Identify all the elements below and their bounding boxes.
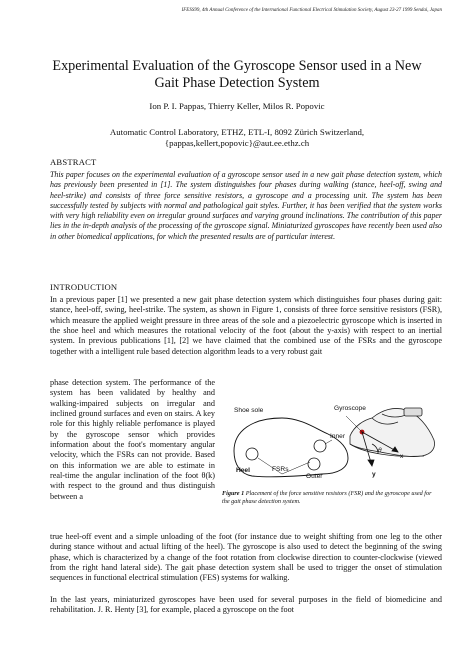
label-heel: Heel <box>236 467 250 474</box>
label-outer: Outer <box>306 473 323 480</box>
label-x-axis: x <box>400 453 404 460</box>
email-addresses: {pappas,kellert,popovic}@aut.ee.ethz.ch <box>164 138 310 148</box>
caption-text: Placement of the force sensitive resistors (FSR) and the gyroscope used for the gait phase detection system. <box>222 490 432 505</box>
intro-paragraph-1: In a previous paper [1] we presented a new gait phase detection system which distinguishes four phases during gait: stance, heel-off, swing, heel-strike. The system, as shown in Figure 1, consists of three force sensitive resistors (FSR), which measure the applied weight pressure in three areas of the sole and a piezoelectric gyroscope which is inserted in the shoe heel and which measures the rotational velocity of the foot (about the y-axis) with respect to an inertial system. In previous publications [1], [2] we have claimed that the combined use of the FSRs and the gyroscope together with a intelligent rule based detection algorithm leads to a very robust gait <box>50 295 442 356</box>
author-list: Ion P. I. Pappas, Thierry Keller, Milos R. Popovic <box>149 101 325 111</box>
conference-header: IFESS99, 4th Annual Conference of the International Functional Electrical Stimulation Society, August 23-27 1999 Sendai, Japan <box>181 8 442 13</box>
fsr-outer <box>308 458 320 470</box>
label-inner: Inner <box>330 433 346 440</box>
affiliation-block <box>40 127 434 149</box>
intro-paragraph-2: In the last years, miniaturized gyroscopes have been used for several purposes in the field of biomedicine and rehabilitation. J. R. Henty [3], for example, placed a gyroscope on the foot <box>50 595 442 615</box>
intro-paragraph-1-end: true heel-off event and a simple unloading of the foot (for instance due to weight shifting from one leg to the other during stance without and actual lifting of the heel). The gyroscope is also used to detect the beginning of the swing phase, which is characterized by a change of the foot rotation from clockwise direction to counter-clockwise (viewed from the right hand lateral side). The gait phase detection system shall be used to trigger the onset of stimulation sequences in functional electrical stimulation (FES) systems for walking. <box>50 532 442 583</box>
caption-label: Figure 1 <box>222 490 245 497</box>
fsr-inner <box>314 440 326 452</box>
label-fsrs: FSRs <box>272 466 289 473</box>
affiliation: Automatic Control Laboratory, ETHZ, ETL-I, 8092 Zürich Switzerland, <box>109 127 365 137</box>
shoe-sole-outline <box>234 418 348 477</box>
label-y-axis: y <box>372 471 376 478</box>
abstract-body: This paper focuses on the experimental evaluation of a gyroscope sensor used in a new gait phase detection system, which has previously been presented in [1]. The system distinguishes four phases during walking (stance, heel-off, swing and heel-strike) and consists of three force sensitive resistors, a gyroscope and a processing unit. The system has been successfully tested by subjects with normal and pathological gait styles. Further, it has been verified that the system works with very high reliability even on irregular ground surfaces and varying ground inclinations. The contribution of this paper lies in the in-depth analysis of the processing of the gyroscope signal. Miniaturized gyroscopes have recently been used also in other biomedical applications, for which the presented results are of particular interest. <box>50 170 442 241</box>
figure-1-diagram <box>222 396 442 486</box>
paper-title: Experimental Evaluation of the Gyroscope Sensor used in a New Gait Phase Detection System <box>52 58 422 91</box>
introduction-heading: INTRODUCTION <box>50 282 118 292</box>
intro-paragraph-1-wrapped: phase detection system. The performance of the system has been validated by healthy and walking-impaired subjects on irregular and inclined ground surfaces and even on stairs. A key role for this highly reliable perfomance is played by the gyroscope sensor which provides information about the foot's momentary angular velocity, which the FSRs can not provide. Based on this information we are able to estimate in real-time the angular inclination of the foot θ(k) with respect to the ground and thus distinguish between a <box>50 378 215 501</box>
label-gyroscope: Gyroscope <box>334 405 366 412</box>
label-shoe-sole: Shoe sole <box>234 407 264 414</box>
figure-1-caption <box>222 490 440 506</box>
label-theta: θ <box>378 447 382 454</box>
abstract-heading: ABSTRACT <box>50 157 97 167</box>
fsr-heel <box>246 448 258 460</box>
